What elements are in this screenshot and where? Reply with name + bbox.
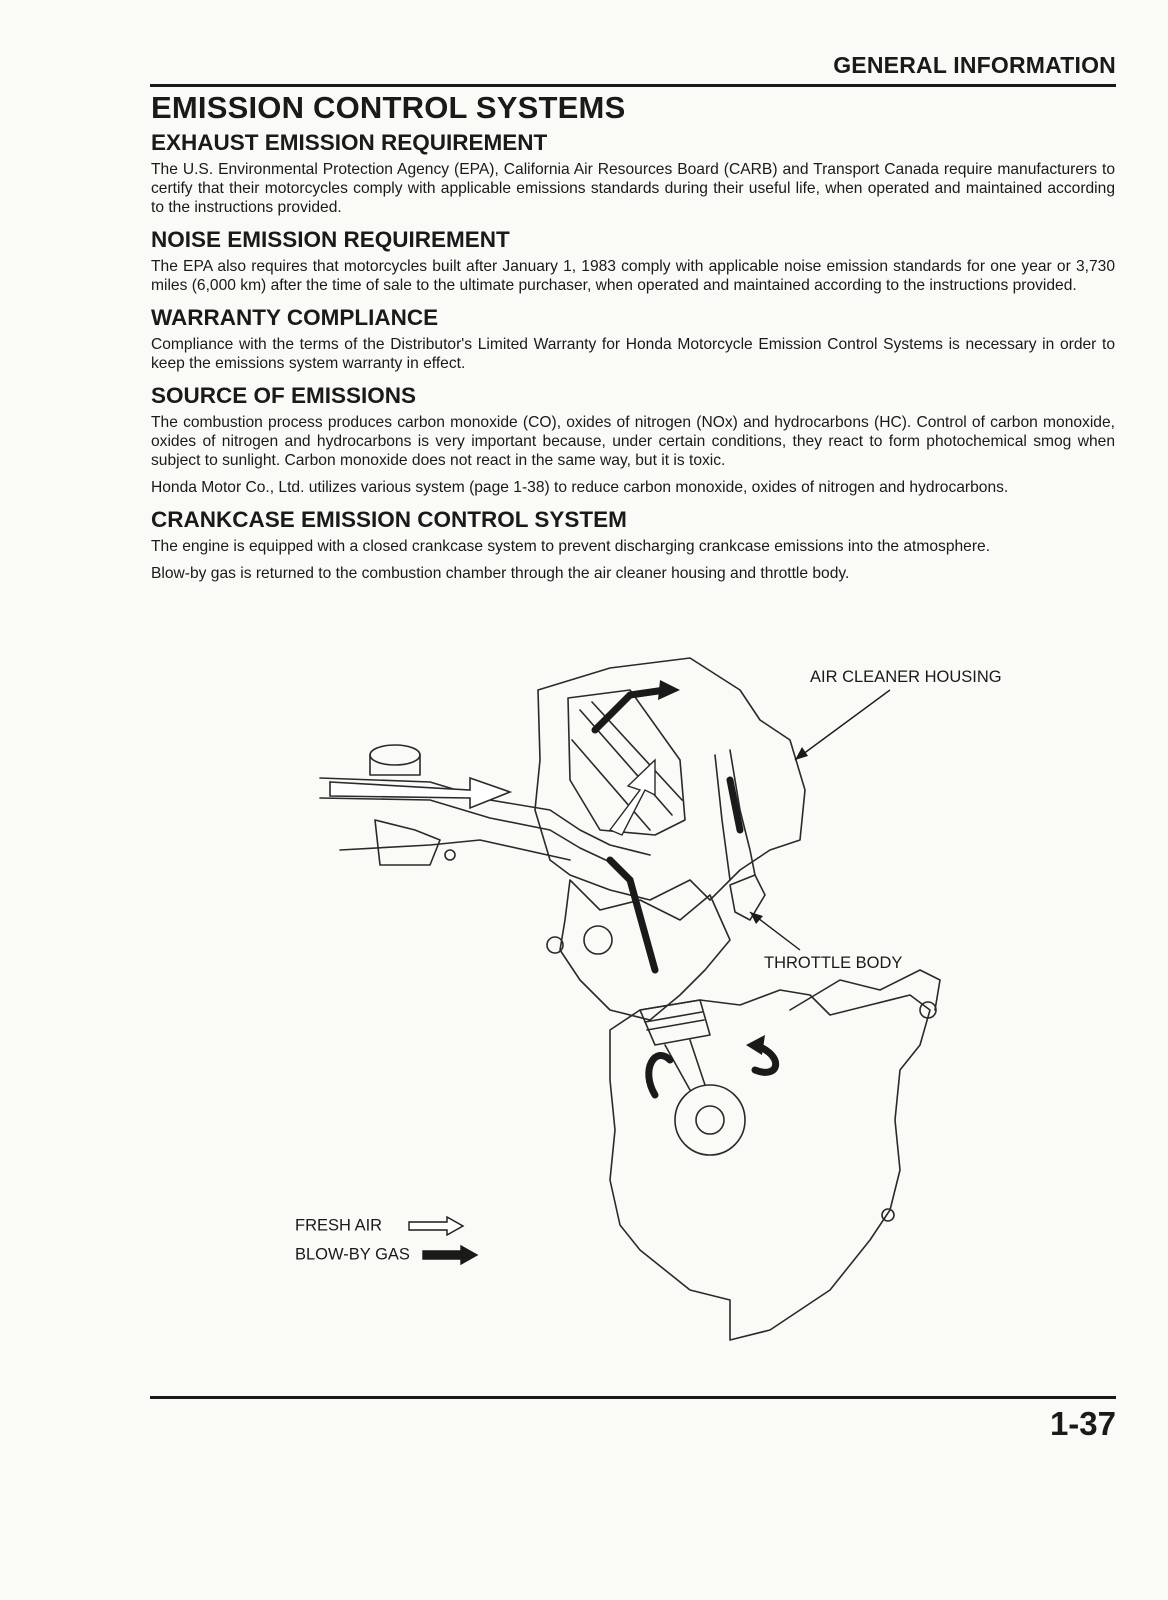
heading-exhaust-emission: EXHAUST EMISSION REQUIREMENT xyxy=(151,130,548,155)
paragraph-crankcase-emission-2: Blow-by gas is returned to the combustion chamber through the air cleaner housing and throttle body. xyxy=(151,565,850,582)
fresh-air-arrow-icon xyxy=(407,1216,467,1236)
crankcase-outline xyxy=(610,990,930,1340)
heading-noise-emission: NOISE EMISSION REQUIREMENT xyxy=(151,227,510,252)
paragraph-source-of-emissions-1: The combustion process produces carbon monoxide (CO), oxides of nitrogen (NOx) and hydrocarbons (HC). Control of carbon monoxide, oxides of nitrogen and hydrocarbons is very important because, under certain conditions, they react to form photochemical smog when subject to sunlight. Carbon monoxide does not react in the same way, but it is toxic. xyxy=(151,414,1115,469)
heading-source-of-emissions: SOURCE OF EMISSIONS xyxy=(151,383,417,408)
cylinder-head-outline xyxy=(560,880,730,1020)
header-rule xyxy=(150,84,1116,87)
legend-blow-by-gas-label: BLOW-BY GAS xyxy=(295,1245,410,1264)
page-number: 1-37 xyxy=(1049,1405,1116,1442)
footer-rule xyxy=(150,1396,1116,1399)
paragraph-crankcase-emission-1: The engine is equipped with a closed crankcase system to prevent discharging crankcase emissions into the atmosphere. xyxy=(151,538,991,555)
legend-fresh-air-label: FRESH AIR xyxy=(295,1216,383,1235)
crankshaft-circle xyxy=(675,1085,745,1155)
legend-fresh-air xyxy=(295,1216,467,1236)
running-header: GENERAL INFORMATION xyxy=(833,52,1116,78)
blow-by-gas-arrow-icon xyxy=(421,1245,481,1265)
page-title: EMISSION CONTROL SYSTEMS xyxy=(151,90,626,125)
heading-crankcase-emission: CRANKCASE EMISSION CONTROL SYSTEM xyxy=(151,507,627,532)
air-cleaner-housing-label: AIR CLEANER HOUSING xyxy=(810,668,1002,686)
paragraph-warranty-compliance: Compliance with the terms of the Distributor's Limited Warranty for Honda Motorcycle Emission Control Systems is necessary in order to keep the emissions system warranty in effect. xyxy=(151,336,1115,372)
air-cleaner-leader-line xyxy=(795,690,890,760)
paragraph-noise-emission: The EPA also requires that motorcycles built after January 1, 1983 comply with applicable noise emission standards for one year or 3,730 miles (6,000 km) after the time of sale to the ultimate purchaser, when operated and maintained according to the instructions provided. xyxy=(151,258,1115,294)
piston-outline xyxy=(640,1000,710,1045)
legend-blow-by-gas xyxy=(295,1245,481,1265)
vacuum-canister xyxy=(370,745,420,765)
paragraph-exhaust-emission: The U.S. Environmental Protection Agency (EPA), California Air Resources Board (CARB) and Transport Canada require manufacturers to certify that their motorcycles comply with applicable emissions standards during their useful life, when operated and maintained according to the instructions provided. xyxy=(151,161,1115,216)
fresh-air-flow-arrow xyxy=(330,778,510,808)
text-content xyxy=(151,88,1115,583)
paragraph-source-of-emissions-2: Honda Motor Co., Ltd. utilizes various system (page 1-38) to reduce carbon monoxide, oxides of nitrogen and hydrocarbons. xyxy=(151,479,1009,496)
throttle-body-outline xyxy=(730,875,765,920)
throttle-body-label: THROTTLE BODY xyxy=(764,954,903,972)
heading-warranty-compliance: WARRANTY COMPLIANCE xyxy=(151,305,439,330)
